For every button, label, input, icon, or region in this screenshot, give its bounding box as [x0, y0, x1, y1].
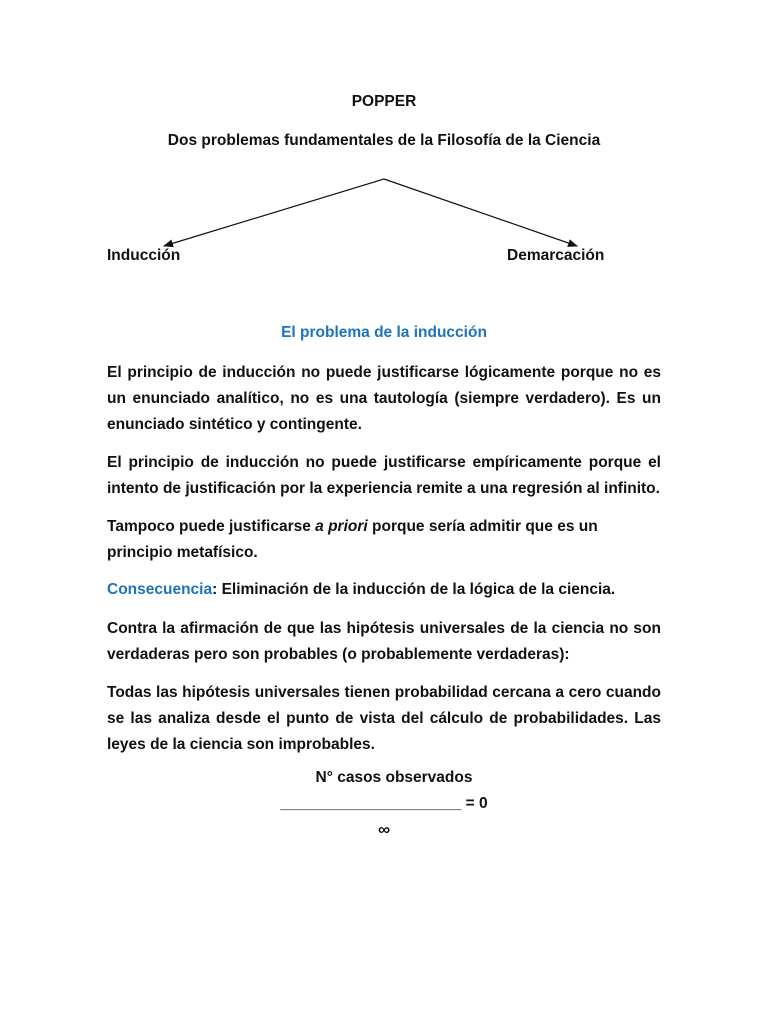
paragraph-logical-justification: El principio de inducción no puede justificarse lógicamente porque no es un enunciado analítico, no es una tautología (siempre verdadero). Es un enunciado sintético y contingente. [107, 364, 661, 433]
a-priori-before: Tampoco puede justificarse [107, 518, 316, 535]
formula-denominator: ∞ [377, 820, 391, 839]
formula-fraction-line: _____________________ = 0 [280, 795, 488, 812]
section-heading: El problema de la inducción [281, 324, 487, 341]
branch-label-induccion: Inducción [107, 247, 181, 264]
paragraph-a-priori [107, 514, 661, 566]
paragraph-against-probable: Contra la afirmación de que las hipótesis universales de la ciencia no son verdaderas pero son probables (o probablemente verdaderas): [107, 620, 661, 663]
document-title: POPPER [351, 93, 417, 110]
paragraph-empirical-justification: El principio de inducción no puede justificarse empíricamente porque el intento de justificación por la experiencia remite a una regresión al infinito. [107, 454, 661, 497]
a-priori-emphasis: a priori [315, 518, 368, 535]
branch-label-demarcacion: Demarcación [507, 247, 605, 264]
arrow-right [384, 179, 577, 246]
consequence-text: : Eliminación de la inducción de la lógica de la ciencia. [212, 581, 616, 598]
consequence-label: Consecuencia [107, 581, 213, 598]
arrow-left [164, 179, 384, 246]
formula-numerator: N° casos observados [315, 769, 473, 786]
a-priori-after: porque sería admitir que es un principio metafísico. [107, 518, 598, 561]
document-subtitle: Dos problemas fundamentales de la Filosofía de la Ciencia [167, 132, 601, 149]
paragraph-consequence [107, 577, 661, 603]
paragraph-probability-zero: Todas las hipótesis universales tienen probabilidad cercana a cero cuando se las analiza desde el punto de vista del cálculo de probabilidades. Las leyes de la ciencia son improbables. [107, 684, 661, 753]
